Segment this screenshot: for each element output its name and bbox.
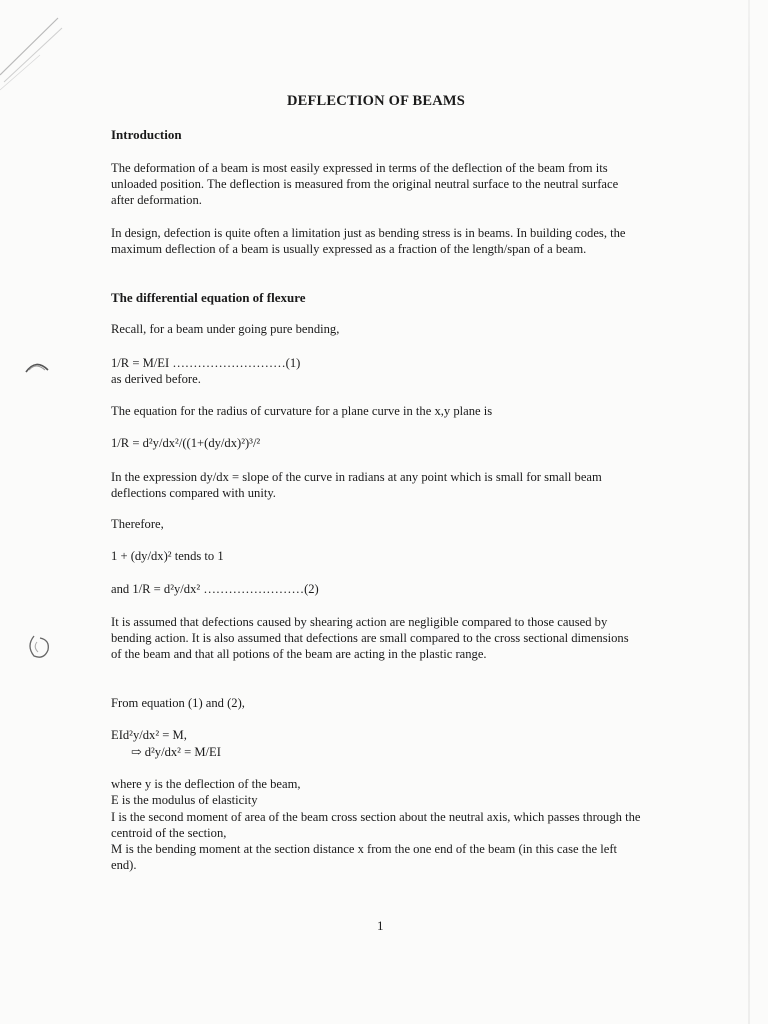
definition-e: E is the modulus of elasticity bbox=[111, 793, 258, 807]
equation-radius-of-curvature: 1/R = d²y/dx²/((1+(dy/dx)²)³/² bbox=[111, 436, 261, 450]
equation-tends-to-one: 1 + (dy/dx)² tends to 1 bbox=[111, 549, 224, 563]
punch-hole-icon bbox=[24, 632, 54, 662]
text-recall: Recall, for a beam under going pure bending, bbox=[111, 322, 340, 336]
paragraph-intro-2: In design, defection is quite often a limitation just as bending stress is in beams. In building codes, the maximum deflection of a beam is usually expressed as a fraction of the length/span of a beam. bbox=[111, 226, 626, 257]
text-from-equation: From equation (1) and (2), bbox=[111, 696, 245, 710]
definition-m: M is the bending moment at the section distance x from the one end of the beam (in this case the left end). bbox=[111, 842, 618, 873]
equation-1: 1/R = M/EI ………………………(1) bbox=[111, 356, 301, 370]
document-title: DEFLECTION OF BEAMS bbox=[286, 93, 466, 109]
paragraph-slope: In the expression dy/dx = slope of the curve in radians at any point which is small for small beam deflections compared with unity. bbox=[111, 470, 602, 501]
section-heading-differential-equation: The differential equation of flexure bbox=[111, 290, 306, 305]
paragraph-intro-1: The deformation of a beam is most easily expressed in terms of the deflection of the beam from its unloaded position. The deflection is measured from the original neutral surface to the neutral surface after deformation. bbox=[111, 161, 619, 208]
text-radius-intro: The equation for the radius of curvature for a plane curve in the x,y plane is bbox=[111, 404, 493, 418]
definition-y: where y is the deflection of the beam, bbox=[111, 777, 301, 791]
punch-hole-icon bbox=[22, 356, 52, 380]
page-edge-shadow bbox=[748, 0, 750, 1024]
text-therefore: Therefore, bbox=[111, 517, 164, 531]
text-derived-before: as derived before. bbox=[111, 372, 201, 386]
definition-i: I is the second moment of area of the beam cross section about the neutral axis, which passes through the centroid of the section, bbox=[111, 810, 641, 841]
equation-2: and 1/R = d²y/dx² ……………………(2) bbox=[111, 582, 319, 596]
page-number: 1 bbox=[377, 918, 384, 933]
section-heading-introduction: Introduction bbox=[111, 127, 182, 142]
equation-3: EId²y/dx² = M, bbox=[111, 728, 187, 742]
staple-mark-icon bbox=[0, 0, 80, 100]
paragraph-assumptions: It is assumed that defections caused by shearing action are negligible compared to those caused by bending action. It is also assumed that defections are small compared to the cross sectional dimensions of the beam and that all potions of the beam are acting in the plastic range. bbox=[111, 615, 629, 662]
equation-4: ⇨ d²y/dx² = M/EI bbox=[131, 745, 221, 759]
